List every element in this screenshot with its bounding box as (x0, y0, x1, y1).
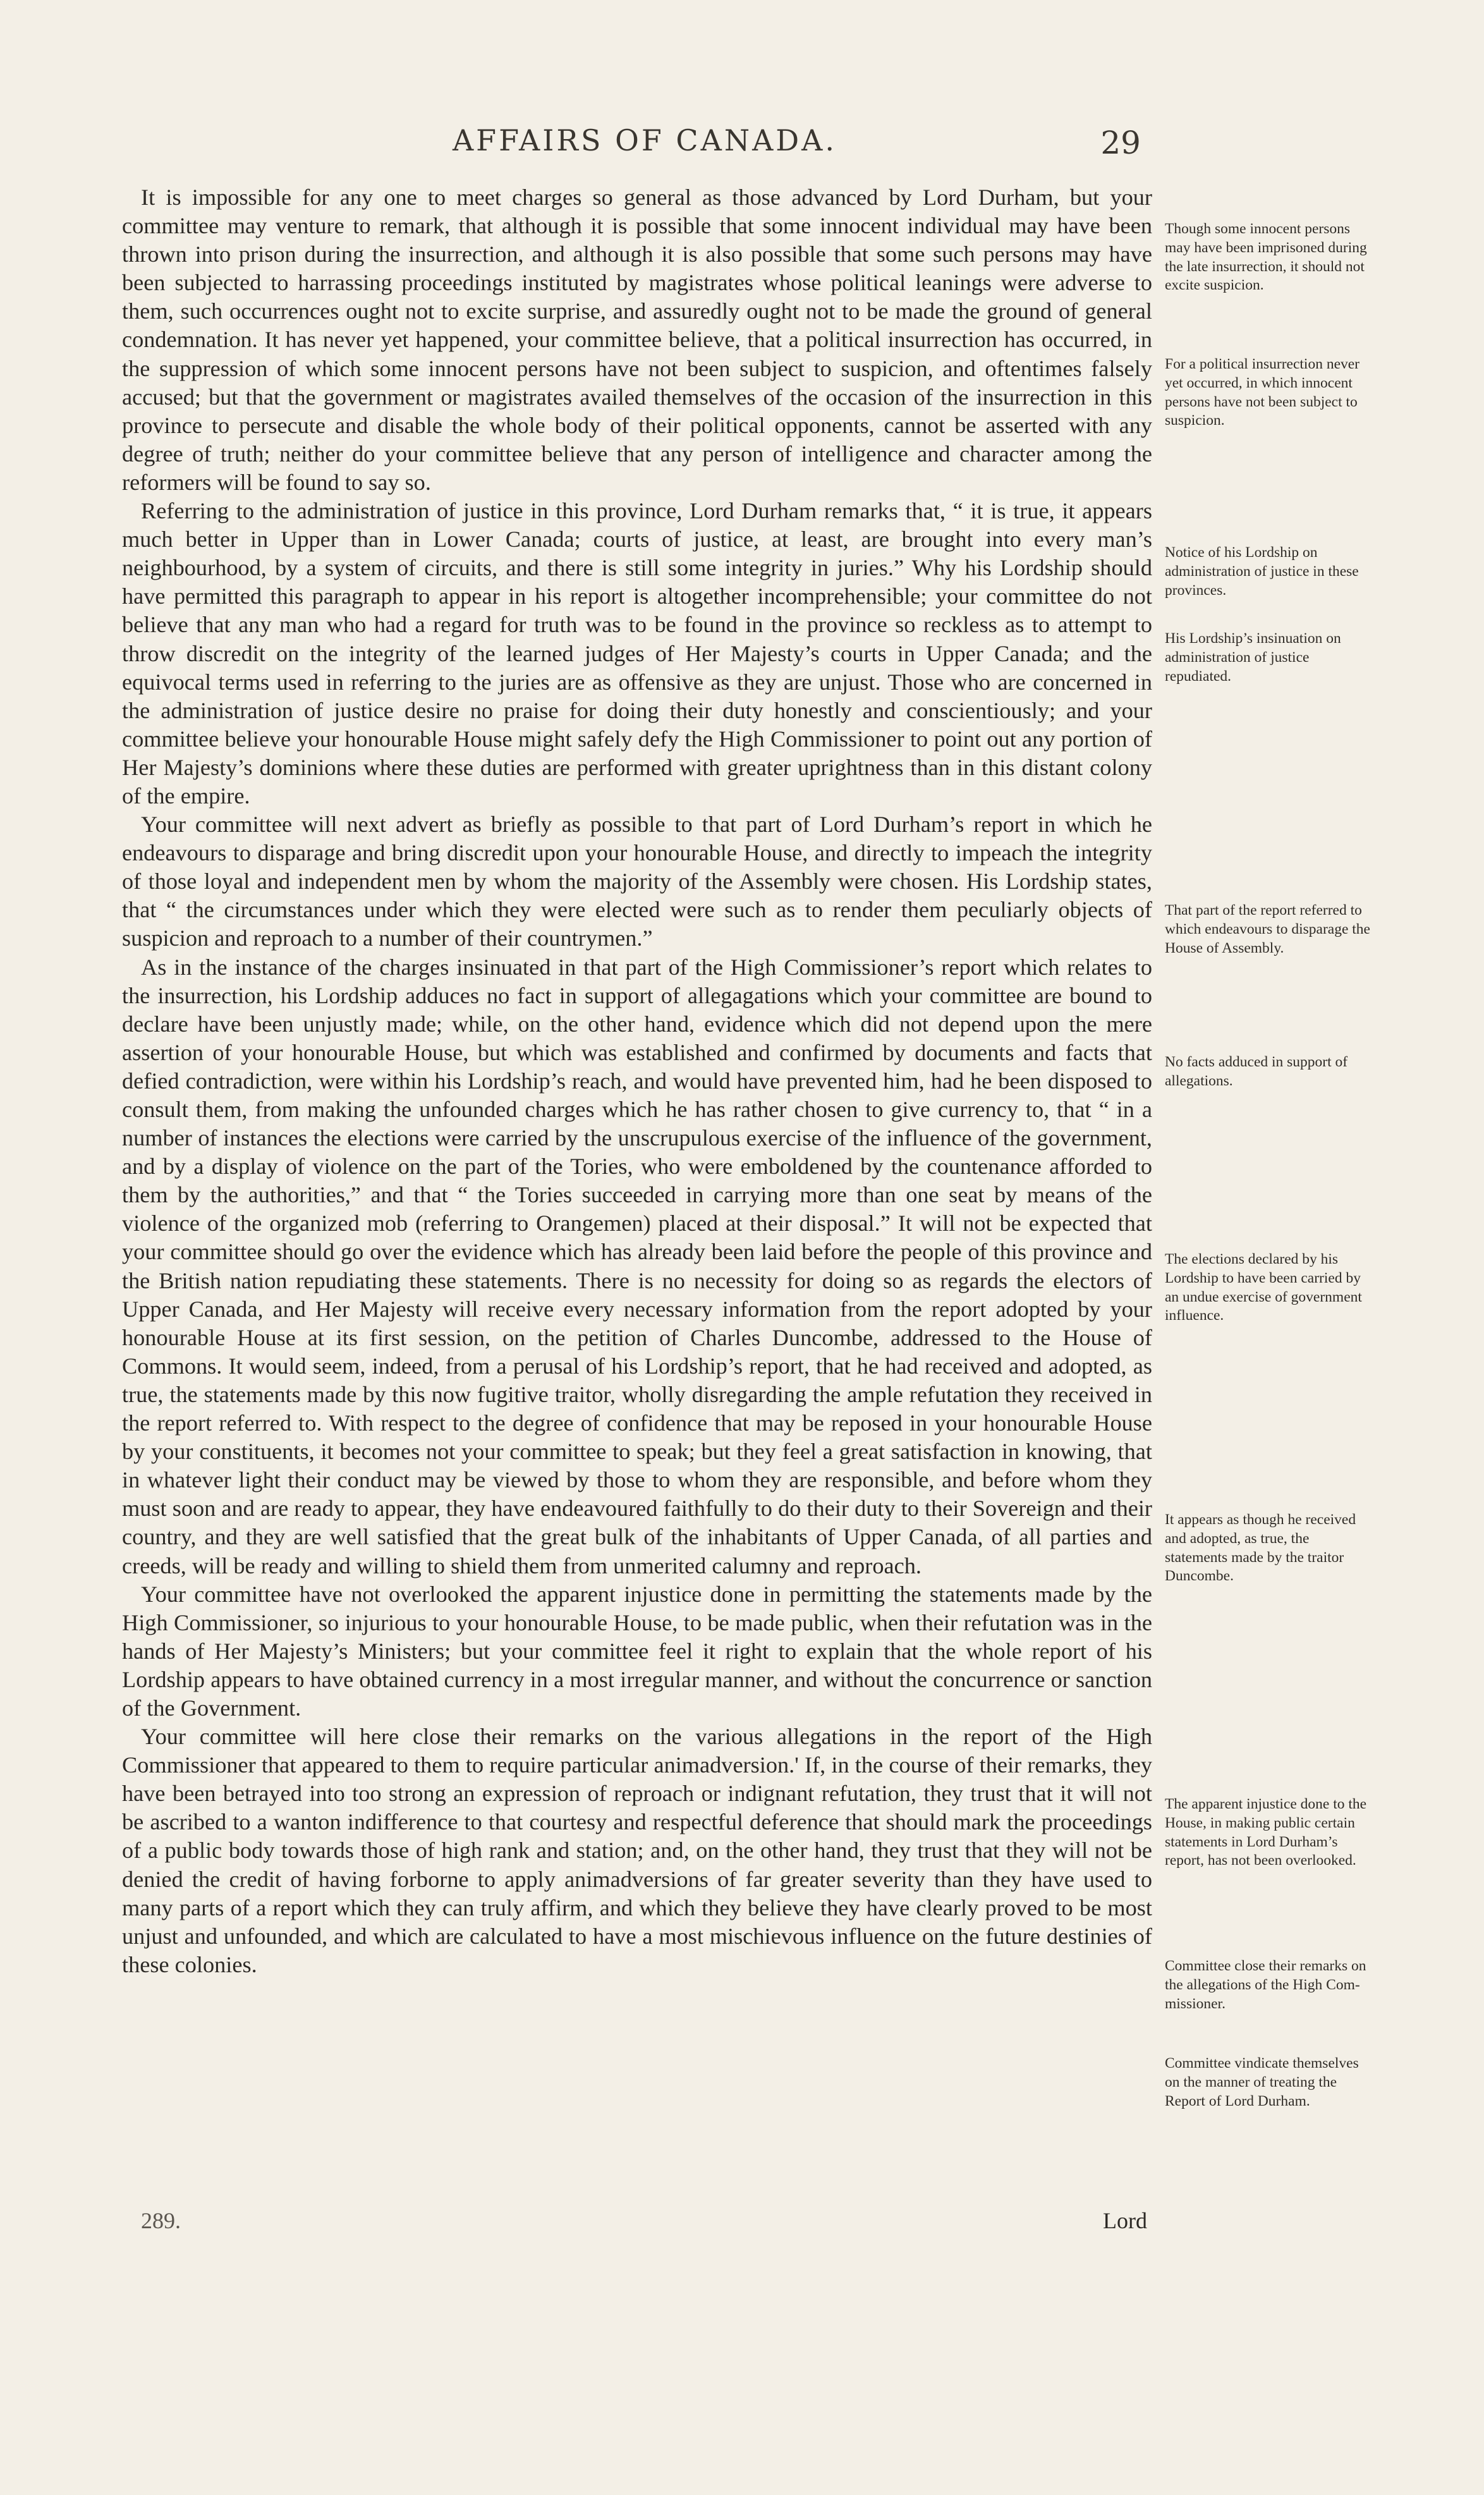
margin-note: Committee vindicate themselves on the manner of treating the Report of Lord Durham. (1165, 2055, 1359, 2109)
paragraph: Your committee will here close their remarks on the various allegations in the report of the High Commissioner that appeared to them to require particular animadversion.' If, in the course of their remarks, they have been betrayed into too strong an expression of reproach or indignant refutation, they trust that it will not be ascribed to a wanton indifference to that courtesy and respectful deference that should mark the proceedings of a public body towards those of high rank and station; and, on the other hand, they trust that they will not be denied the credit of having forborne to apply animadversions of far greater severity than they have used to many parts of a report which they can truly affirm, and which they believe they have clearly proved to be most unjust and unfounded, and which are calculated to have a most mischievous influence on the future destinies of these colonies. (122, 1724, 1152, 1977)
page-number: 29 (1100, 125, 1141, 161)
paragraph: Your committee have not overlooked the apparent injustice done in permitting the statements made by the High Commissioner, so injurious to your honourable House, to be made public, when their refutation was in the hands of Her Majesty’s Ministers; but your committee feel it right to explain that the whole report of his Lordship appears to have obtained currency in a most irregular manner, and without the concurrence or sanction of the Government. (122, 1581, 1152, 1721)
running-title: AFFAIRS OF CANADA. (452, 123, 837, 157)
margin-note: His Lordship’s insinuation on administration of justice repudiated. (1165, 630, 1341, 685)
margin-note: That part of the report referred to which endeavours to disparage the House of Assembly. (1165, 902, 1370, 956)
margin-note: Committee close their remarks on the allegations of the High Commissioner. (1165, 1958, 1366, 2012)
margin-note: It appears as though he received and adopted, as true, the statements made by the traitor Duncombe. (1165, 1511, 1356, 1585)
paragraph: Referring to the administration of justice in this province, Lord Durham remarks that, “ it is true, it appears much better in Upper than in Lower Canada; courts of justice, at least, are brought into every man’s neighbourhood, by a system of circuits, and there is still some integrity in juries.” Why his Lordship should have permitted this paragraph to appear in his report is altogether incomprehensible; your committee do not believe that any man who had a regard for truth was to be found in the province so reckless as to attempt to throw discredit on the integrity of the learned judges of Her Majesty’s courts in Upper Canada; and the equivocal terms used in referring to the juries are as offensive as they are unjust. Those who are concerned in the administration of justice desire no praise for doing their duty honestly and conscientiously; and your committee believe your honourable House might safely defy the High Commissioner to point out any portion of Her Majesty’s dominions where these duties are performed with greater uprightness than in this distant colony of the empire. (122, 498, 1152, 808)
margin-note: No facts adduced in support of allegations. (1165, 1054, 1348, 1089)
paragraph: As in the instance of the charges insinuated in that part of the High Commissioner’s report which relates to the insurrection, his Lordship adduces no fact in support of allegagations which your committee are bound to declare have been unjustly made; while, on the other hand, evidence which did not depend upon the mere assertion of your honourable House, but which was established and confirmed by documents and facts that defied contradiction, were within his Lordship’s reach, and would have prevented him, had he been disposed to consult them, from making the unfounded charges which he has rather chosen to give currency to, that “ in a number of instances the elections were carried by the unscrupulous exercise of the influence of the government, and by a display of violence on the part of the Tories, who were emboldened by the countenance afforded to them by the authorities,” and that “ the Tories succeeded in carrying more than one seat by means of the violence of the organized mob (referring to Orangemen) placed at their disposal.” It will not be expected that your committee should go over the evidence which has already been laid before the people of this province and the British nation repudiating these statements. There is no necessity for doing so as regards the electors of Upper Canada, and Her Majesty will receive every necessary information from the report adopted by your honourable House at its first session, on the petition of Charles Duncombe, addressed to the House of Commons. It would seem, indeed, from a perusal of his Lordship’s report, that he had received and adopted, as true, the statements made by this now fugitive traitor, wholly disregarding the ample refutation they received in the report referred to. With respect to the degree of confidence that may be reposed in your honourable House by your constituents, it becomes not your committee to speak; but they feel a great satisfaction in knowing, that in whatever light their conduct may be viewed by those to whom they are responsible, and before whom they must soon and are ready to appear, they have endeavoured faithfully to do their duty to their Sovereign and their country, and they are well satisfied that the great bulk of the inhabitants of Upper Canada, of all parties and creeds, will be ready and willing to shield them from unmerited calumny and reproach. (122, 954, 1152, 1578)
margin-note: Though some innocent persons may have been imprisoned during the late insurrection, it should not excite suspicion. (1165, 221, 1367, 294)
margin-note: The apparent injustice done to the House, in making public certain statements in Lord Durham’s report, has not been overlooked. (1165, 1796, 1367, 1869)
page-footer (122, 2207, 1152, 2242)
margin-note: The elections declared by his Lordship to have been carried by an undue exercise of government influence. (1165, 1251, 1362, 1324)
page-header (133, 123, 1157, 168)
main-text-body (122, 183, 1152, 1979)
paragraph: It is impossible for any one to meet charges so general as those advanced by Lord Durham, but your committee may venture to remark, that although it is possible that some innocent individual may have been thrown into prison during the insurrection, and although it is also possible that some such persons may have been subjected to harrassing proceedings instituted by magistrates whose political leanings were adverse to them, such occurrences ought not to excite surprise, and assuredly ought not to be made the ground of general condemnation. It has never yet happened, your committee believe, that a political insurrection has occurred, in the suppression of which some innocent persons have not been subject to suspicion, and oftentimes falsely accused; but that the government or magistrates availed themselves of the occasion of the insurrection in this province to persecute and disable the whole body of their political opponents, cannot be asserted with any degree of truth; neither do your committee believe that any person of intelligence and character among the reformers will be found to say so. (122, 185, 1152, 495)
margin-note: Notice of his Lordship on administration of justice in these provinces. (1165, 544, 1359, 599)
catchword: Lord (1103, 2208, 1147, 2233)
margin-note: For a political insurrection never yet occurred, in which innocent persons have not been subject to suspicion. (1165, 356, 1360, 429)
paragraph: Your committee will next advert as briefly as possible to that part of Lord Durham’s report in which he endeavours to disparage and bring discredit upon your honourable House, and directly to impeach the integrity of those loyal and independent men by whom the majority of the Assembly were chosen. His Lordship states, that “ the circumstances under which they were elected were such as to render them peculiarly objects of suspicion and reproach to a number of their countrymen.” (122, 812, 1152, 951)
signature-mark: 289. (141, 2208, 181, 2233)
